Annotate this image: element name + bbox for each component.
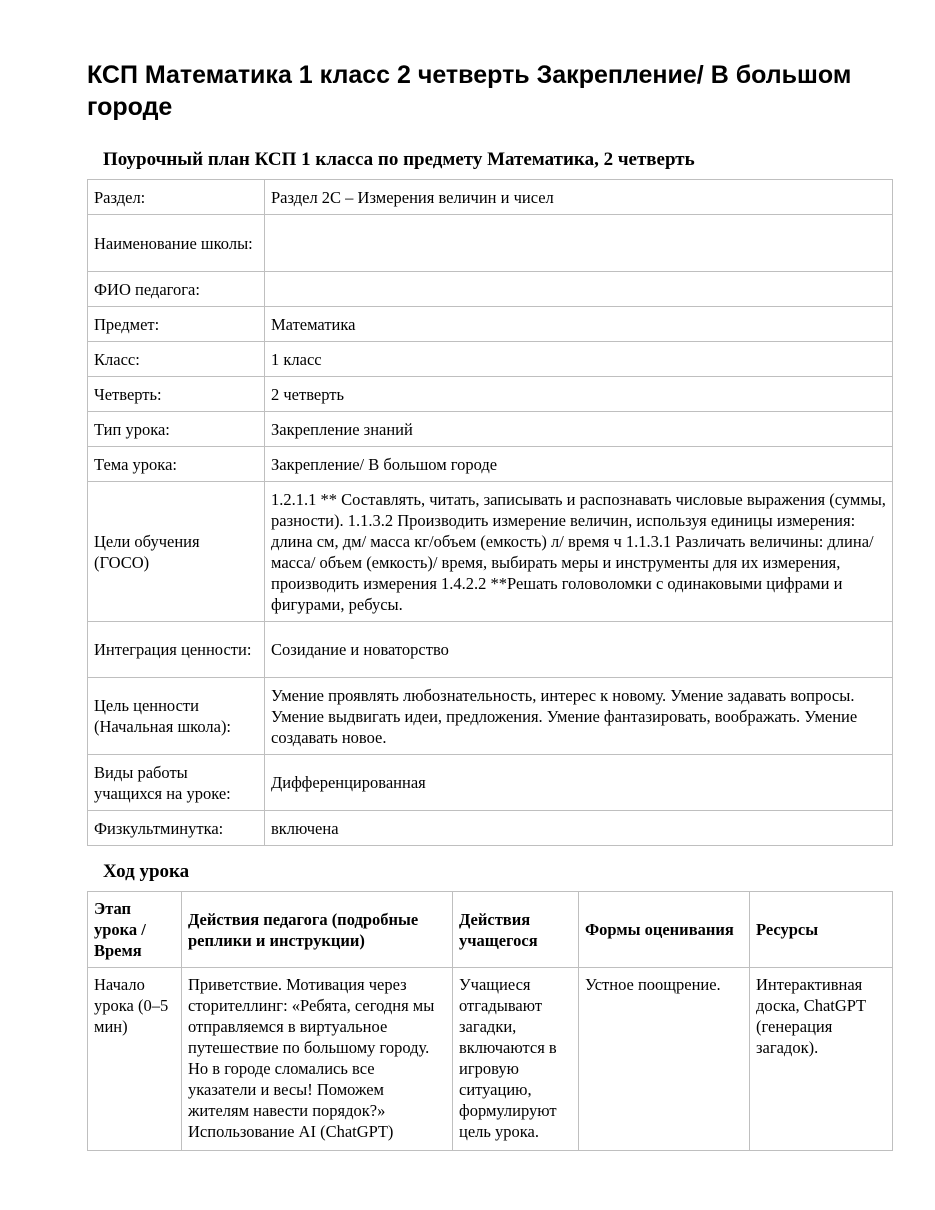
column-header: Формы оценивания [579, 892, 750, 968]
info-label: Тип урока: [88, 412, 265, 447]
column-header: Этап урока / Время [88, 892, 182, 968]
info-label: Тема урока: [88, 447, 265, 482]
column-header: Действия педагога (подробные реплики и инструкции) [182, 892, 453, 968]
info-row-learning-goals [88, 482, 893, 622]
info-value: Закрепление/ В большом городе [265, 447, 893, 482]
info-value [265, 272, 893, 307]
info-row-values-integration [88, 622, 893, 678]
info-label: Четверть: [88, 377, 265, 412]
info-row-work-types [88, 755, 893, 811]
info-label: Раздел: [88, 180, 265, 215]
info-value: Раздел 2С – Измерения величин и чисел [265, 180, 893, 215]
info-value: 1 класс [265, 342, 893, 377]
table-cell-assessment: Устное поощрение. [579, 968, 750, 1151]
info-value: включена [265, 811, 893, 846]
info-label: Физкультминутка: [88, 811, 265, 846]
info-row-quarter [88, 377, 893, 412]
info-value [265, 215, 893, 272]
info-value: Математика [265, 307, 893, 342]
info-label: Наименование школы: [88, 215, 265, 272]
lesson-steps-table [87, 891, 893, 1151]
info-value: Закрепление знаний [265, 412, 893, 447]
info-value: 2 четверть [265, 377, 893, 412]
document-title: КСП Математика 1 класс 2 четверть Закрепление/ В большом городе [87, 61, 852, 121]
info-row-subject [88, 307, 893, 342]
info-label: Виды работы учащихся на уроке: [88, 755, 265, 811]
info-row-section [88, 180, 893, 215]
info-label: Интеграция ценности: [88, 622, 265, 678]
table-cell-stage: Начало урока (0–5 мин) [88, 968, 182, 1151]
info-row-teacher [88, 272, 893, 307]
lesson-info-table [87, 179, 893, 846]
info-label: Цели обучения (ГОСО) [88, 482, 265, 622]
table-cell-teacher-actions: Приветствие. Мотивация через сторителлинг: «Ребята, сегодня мы отправляемся в виртуальное путешествие по большому городу. Но в городе сломались все указатели и весы! Поможем жителям навести порядок?» Использование AI (ChatGPT) [182, 968, 453, 1151]
info-value: Умение проявлять любознательность, интерес к новому. Умение задавать вопросы. Умение выдвигать идеи, предложения. Умение фантазировать, воображать. Умение создавать новое. [265, 678, 893, 755]
info-value: Созидание и новаторство [265, 622, 893, 678]
info-row-school [88, 215, 893, 272]
table-cell-student-actions: Учащиеся отгадывают загадки, включаются в игровую ситуацию, формулируют цель урока. [453, 968, 579, 1151]
info-label: ФИО педагога: [88, 272, 265, 307]
lesson-heading: Ход урока [103, 861, 190, 882]
info-row-class [88, 342, 893, 377]
info-label: Предмет: [88, 307, 265, 342]
column-header: Ресурсы [750, 892, 893, 968]
column-header: Действия учащегося [453, 892, 579, 968]
info-row-lesson-topic [88, 447, 893, 482]
info-value: Дифференцированная [265, 755, 893, 811]
plan-heading: Поурочный план КСП 1 класса по предмету Математика, 2 четверть [103, 149, 695, 170]
info-label: Цель ценности (Начальная школа): [88, 678, 265, 755]
info-label: Класс: [88, 342, 265, 377]
info-row-value-goal [88, 678, 893, 755]
info-row-physical-break [88, 811, 893, 846]
info-row-lesson-type [88, 412, 893, 447]
info-value: 1.2.1.1 ** Составлять, читать, записывать и распознавать числовые выражения (суммы, разности). 1.1.3.2 Производить измерение величин, используя единицы измерения: длина см, дм/ масса кг/объем (емкость) л/ время ч 1.1.3.1 Различать величины: длина/масса/ объем (емкость)/ время, выбирать меры и инструменты для их измерения, производить измерения 1.4.2.2 **Решать головоломки с одинаковыми цифрами и фигурами, ребусы. [265, 482, 893, 622]
table-cell-resources: Интерактивная доска, ChatGPT (генерация загадок). [750, 968, 893, 1151]
table-header-row [88, 892, 893, 968]
table-row [88, 968, 893, 1151]
